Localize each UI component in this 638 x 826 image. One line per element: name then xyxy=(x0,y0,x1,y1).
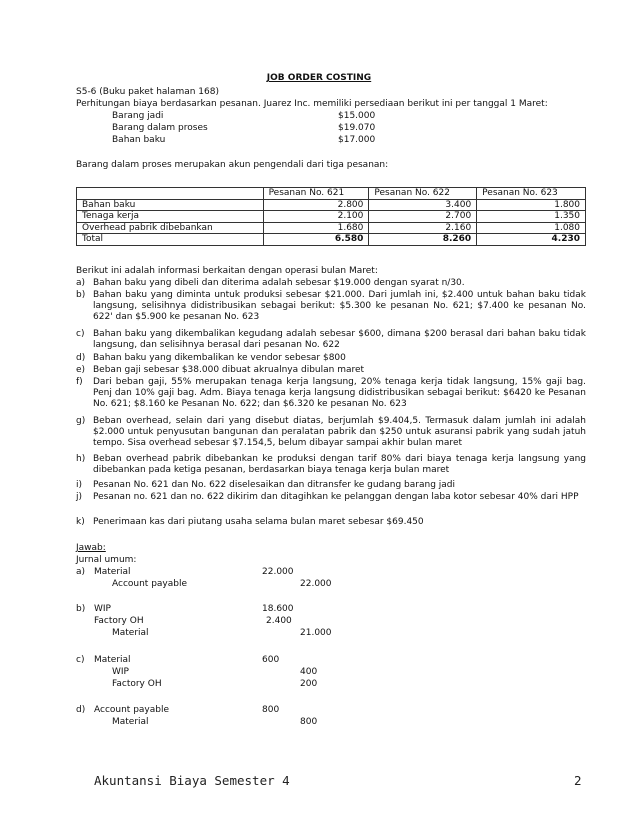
job-cost-table xyxy=(76,187,586,246)
journal-debit: 22.000 xyxy=(262,567,294,577)
list-item-text: Bahan baku yang diminta untuk produksi sebesar $21.000. Dari jumlah ini, $2.400 untuk bahan baku tidak langsung, selisihnya didistribusikan sebagai berikut: $5.300 ke pesanan No. 621; $7.400 ke pesanan No. 622' dan $5.900 ke pesanan No. 623 xyxy=(93,290,586,323)
table-header-cell: Pesanan No. 621 xyxy=(263,188,369,200)
list-item-text: Penerimaan kas dari piutang usaha selama bulan maret sebesar $69.450 xyxy=(93,517,424,527)
inventory-name: Bahan baku xyxy=(112,135,166,145)
table-cell-label: Overhead pabrik dibebankan xyxy=(77,222,264,234)
journal-credit: 400 xyxy=(300,667,318,677)
table-cell: 1.080 xyxy=(477,222,586,234)
table-total-row xyxy=(77,234,586,246)
list-item-label: e) xyxy=(76,365,86,375)
table-cell-label: Total xyxy=(77,234,264,246)
journal-entry-label: d) xyxy=(76,705,86,715)
journal-entry-label: b) xyxy=(76,604,86,614)
table-cell: 8.260 xyxy=(369,234,477,246)
list-item-text: Bahan baku yang dibeli dan diterima adalah sebesar $19.000 dengan syarat n/30. xyxy=(93,278,465,288)
info-intro: Berikut ini adalah informasi berkaitan dengan operasi bulan Maret: xyxy=(76,266,378,276)
table-row xyxy=(77,211,586,223)
list-item-label: i) xyxy=(76,480,83,490)
list-item-text: Dari beban gaji, 55% merupakan tenaga kerja langsung, 20% tenaga kerja tidak langsung, 15% gaji bag. Penj dan 10% gaji bag. Adm. Biaya tenaga kerja langsung didistribusikan sebagai berikut: $6420 ke Pesanan No. 621; $8.160 ke Pesanan No. 622; dan $6.320 ke pesanan No. 623 xyxy=(93,377,586,410)
table-row xyxy=(77,222,586,234)
inventory-name: Barang dalam proses xyxy=(112,123,208,133)
journal-account: WIP xyxy=(94,604,111,614)
list-item-label: d) xyxy=(76,353,86,363)
table-header-cell: Pesanan No. 623 xyxy=(477,188,586,200)
list-item-text: Pesanan No. 621 dan No. 622 diselesaikan dan ditransfer ke gudang barang jadi xyxy=(93,480,455,490)
list-item xyxy=(76,290,586,324)
table-cell: 6.580 xyxy=(263,234,369,246)
exercise-description: Perhitungan biaya berdasarkan pesanan. Juarez Inc. memiliki persediaan berikut ini per tanggal 1 Maret: xyxy=(76,99,548,109)
list-item xyxy=(76,517,586,528)
table-cell: 4.230 xyxy=(477,234,586,246)
exercise-reference: S5-6 (Buku paket halaman 168) xyxy=(76,87,219,97)
page-number: 2 xyxy=(574,773,582,788)
table-cell-label: Bahan baku xyxy=(77,199,264,211)
list-item xyxy=(76,454,586,476)
list-item xyxy=(76,365,586,376)
list-item xyxy=(76,353,586,364)
table-cell: 3.400 xyxy=(369,199,477,211)
list-item-label: k) xyxy=(76,517,85,527)
table-header-row xyxy=(77,188,586,200)
table-cell: 1.800 xyxy=(477,199,586,211)
journal-account: WIP xyxy=(112,667,129,677)
list-item-label: f) xyxy=(76,377,83,387)
journal-credit: 21.000 xyxy=(300,628,332,638)
journal-account: Material xyxy=(112,717,149,727)
list-item-label: b) xyxy=(76,290,86,300)
journal-account: Material xyxy=(112,628,149,638)
table-cell: 2.160 xyxy=(369,222,477,234)
journal-account: Factory OH xyxy=(112,679,162,689)
list-item-label: a) xyxy=(76,278,86,288)
journal-account: Factory OH xyxy=(94,616,144,626)
answer-heading: Jawab: xyxy=(76,543,106,553)
journal-debit: 18.600 xyxy=(262,604,294,614)
table-cell: 1.350 xyxy=(477,211,586,223)
table-header-cell: Pesanan No. 622 xyxy=(369,188,477,200)
table-header-cell xyxy=(77,188,264,200)
inventory-value: $17.000 xyxy=(338,135,376,145)
list-item-label: c) xyxy=(76,329,85,339)
table-cell: 2.700 xyxy=(369,211,477,223)
footer-course-title: Akuntansi Biaya Semester 4 xyxy=(94,773,290,788)
journal-entry-label: c) xyxy=(76,655,85,665)
journal-credit: 200 xyxy=(300,679,318,689)
journal-debit: 600 xyxy=(262,655,280,665)
table-cell-label: Tenaga kerja xyxy=(77,211,264,223)
journal-account: Material xyxy=(94,655,131,665)
list-item-text: Bahan baku yang dikembalikan ke vendor sebesar $800 xyxy=(93,353,346,363)
journal-account: Account payable xyxy=(112,579,188,589)
table-row xyxy=(77,199,586,211)
list-item xyxy=(76,278,586,289)
table-cell: 2.800 xyxy=(263,199,369,211)
journal-debit: 2.400 xyxy=(266,616,292,626)
list-item xyxy=(76,492,586,503)
table-cell: 2.100 xyxy=(263,211,369,223)
journal-debit: 800 xyxy=(262,705,280,715)
journal-credit: 800 xyxy=(300,717,318,727)
page-title: JOB ORDER COSTING xyxy=(266,73,372,83)
list-item-text: Pesanan no. 621 dan no. 622 dikirim dan ditagihkan ke pelanggan dengan laba kotor sebesar 40% dari HPP xyxy=(93,492,579,502)
list-item xyxy=(76,329,586,351)
inventory-value: $15.000 xyxy=(338,111,376,121)
wip-note: Barang dalam proses merupakan akun pengendali dari tiga pesanan: xyxy=(76,160,389,170)
list-item-text: Bahan baku yang dikembalikan kegudang adalah sebesar $600, dimana $200 berasal dari bahan baku tidak langsung, dan selisihnya berasal dari pesanan No. 622 xyxy=(93,329,586,351)
inventory-name: Barang jadi xyxy=(112,111,164,121)
journal-credit: 22.000 xyxy=(300,579,332,589)
list-item-label: j) xyxy=(76,492,83,502)
list-item-label: g) xyxy=(76,416,86,426)
table-cell: 1.680 xyxy=(263,222,369,234)
answer-subheading: Jurnal umum: xyxy=(76,555,137,565)
list-item-text: Beban overhead, selain dari yang disebut diatas, berjumlah $9.404,5. Termasuk dalam jumlah ini adalah $2.000 untuk penyusutan bangunan dan peralatan pabrik dan $250 untuk asuransi pabrik yang sudah jatuh tempo. Sisa overhead sebesar $7.154,5, belum dibayar sampai akhir bulan maret xyxy=(93,416,586,449)
list-item xyxy=(76,416,586,450)
inventory-value: $19.070 xyxy=(338,123,376,133)
list-item-text: Beban overhead pabrik dibebankan ke produksi dengan tarif 80% dari biaya tenaga kerja langsung yang dibebankan pada ketiga pesanan, berdasarkan biaya tenaga kerja bulan maret xyxy=(93,454,586,476)
list-item-text: Beban gaji sebesar $38.000 dibuat akrualnya dibulan maret xyxy=(93,365,365,375)
list-item xyxy=(76,377,586,411)
list-item-label: h) xyxy=(76,454,86,464)
journal-account: Account payable xyxy=(94,705,170,715)
journal-entry-label: a) xyxy=(76,567,86,577)
journal-account: Material xyxy=(94,567,131,577)
list-item xyxy=(76,480,586,491)
